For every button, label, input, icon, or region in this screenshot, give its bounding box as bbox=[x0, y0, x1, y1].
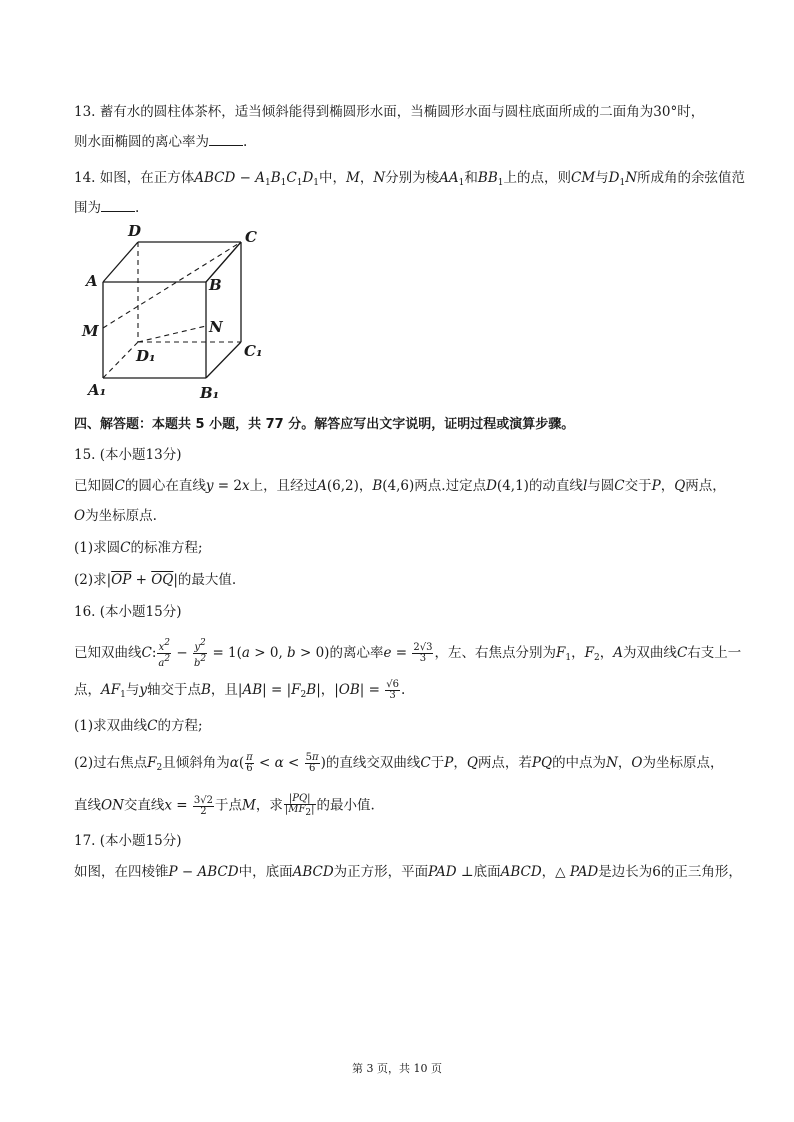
q16-part1: (1)求双曲线C的方程; bbox=[74, 718, 203, 734]
cube-figure bbox=[78, 220, 278, 405]
q15-line2: O为坐标原点. bbox=[74, 508, 157, 524]
q17-header: 17. (本小题15分) bbox=[74, 833, 182, 849]
q16-line2: 点，$AF_1$与y轴交于点B，且$|AB| = |F_2B|$，|OB| = $\frac{√6}{3}$ . bbox=[74, 679, 406, 701]
label-a: A bbox=[86, 272, 98, 290]
label-b1: B₁ bbox=[200, 384, 220, 402]
q14-line2: 围为 . bbox=[74, 200, 140, 216]
label-c: C bbox=[245, 228, 257, 246]
q16-line1: 已知双曲线C: $\frac{x^2}{a^2}$ − $\frac{y^2}{b^2}$ = 1(a > 0, b > 0)的离心率e = $\frac{2√3}{3}$ ，左、右焦点分别为$F_1$，$F_2$，A为双曲线C右支上一 bbox=[74, 638, 742, 669]
q16-line4: 直线ON交直线x = $\frac{3√2}{2}$ 于点M，求 $\frac{|PQ|}{|MF_2|}$ 的最小值. bbox=[74, 793, 375, 818]
q16-header: 16. (本小题15分) bbox=[74, 604, 182, 620]
q15-header: 15. (本小题13分) bbox=[74, 447, 182, 463]
label-n: N bbox=[209, 318, 223, 336]
label-d: D bbox=[128, 222, 142, 240]
page-footer: 第 3 页，共 10 页 bbox=[352, 1062, 442, 1075]
q15-line1: 已知圆C的圆心在直线y = 2x上，且经过A(6,2)，B(4,6)两点.过定点D(4,1)的动直线l与圆C交于P，Q两点， bbox=[74, 478, 726, 494]
q13-line2: 则水面椭圆的离心率为 . bbox=[74, 134, 248, 150]
q14-line1: 14. 如图，在正方体ABCD − $A_1B_1C_1D_1$中，M，N分别为棱$AA_1$和$BB_1$上的点，则CM与$D_1N$所成角的余弦值范 bbox=[74, 170, 746, 188]
label-d1: D₁ bbox=[136, 347, 156, 365]
label-b: B bbox=[209, 276, 222, 294]
q16-part2: (2)过右焦点$F_2$且倾斜角为α( $\frac{\pi}{6}$ < α < $\frac{5\pi}{6}$ )的直线交双曲线C于P，Q两点，若PQ的中点为N，O为坐标原点， bbox=[74, 752, 724, 774]
q15-part2: (2)求$|\overline{OP} + \overline{OQ}|$的最大值. bbox=[74, 572, 237, 588]
q13-line1: 13. 蓄有水的圆柱体茶杯，适当倾斜能得到椭圆形水面，当椭圆形水面与圆柱底面所成的二面角为30°时， bbox=[74, 104, 705, 120]
answer-blank bbox=[209, 133, 243, 146]
q15-part1: (1)求圆C的标准方程; bbox=[74, 540, 203, 556]
section-heading: 四、解答题：本题共 5 小题，共 77 分。解答应写出文字说明，证明过程或演算步骤。 bbox=[74, 417, 575, 432]
label-m: M bbox=[82, 322, 99, 340]
answer-blank bbox=[101, 199, 135, 212]
label-c1: C₁ bbox=[244, 342, 263, 360]
q17-line1: 如图，在四棱锥P − ABCD中，底面ABCD为正方形，平面PAD ⊥底面ABCD，△ PAD是边长为6的正三角形， bbox=[74, 864, 742, 880]
label-a1: A₁ bbox=[88, 381, 107, 399]
